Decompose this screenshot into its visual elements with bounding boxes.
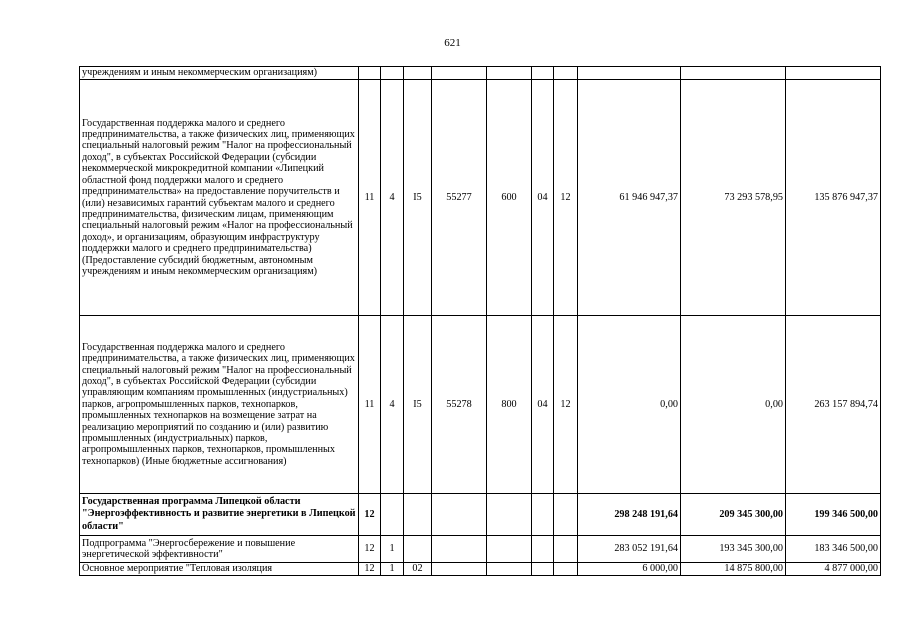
- amount-cell: 73 293 578,95: [681, 80, 786, 316]
- row-description: Подпрограмма "Энергосбережение и повышение энергетической эффективности": [80, 536, 359, 563]
- amount-cell: [578, 67, 681, 80]
- table-row: [80, 67, 881, 80]
- code-cell: [381, 67, 404, 80]
- code-cell: [432, 494, 487, 536]
- code-cell: I5: [404, 316, 432, 494]
- code-cell: [404, 67, 432, 80]
- code-cell: 12: [359, 536, 381, 563]
- code-cell: 11: [359, 316, 381, 494]
- amount-cell: 6 000,00: [578, 563, 681, 576]
- code-cell: [554, 494, 578, 536]
- code-cell: [487, 563, 532, 576]
- amount-cell: 209 345 300,00: [681, 494, 786, 536]
- code-cell: [404, 536, 432, 563]
- table-row: [80, 536, 881, 563]
- amount-cell: 199 346 500,00: [786, 494, 881, 536]
- amount-cell: 0,00: [578, 316, 681, 494]
- code-cell: [381, 494, 404, 536]
- code-cell: 04: [532, 316, 554, 494]
- code-cell: I5: [404, 80, 432, 316]
- code-cell: [359, 67, 381, 80]
- table-row: [80, 316, 881, 494]
- amount-cell: 14 875 800,00: [681, 563, 786, 576]
- code-cell: 4: [381, 316, 404, 494]
- code-cell: [532, 494, 554, 536]
- code-cell: [432, 536, 487, 563]
- code-cell: [554, 563, 578, 576]
- table-row: [80, 494, 881, 536]
- code-cell: 12: [359, 494, 381, 536]
- code-cell: 55277: [432, 80, 487, 316]
- code-cell: 1: [381, 536, 404, 563]
- row-description: учреждениям и иным некоммерческим организациям): [80, 67, 359, 80]
- code-cell: [432, 563, 487, 576]
- code-cell: 02: [404, 563, 432, 576]
- code-cell: [487, 67, 532, 80]
- amount-cell: [681, 67, 786, 80]
- amount-cell: 298 248 191,64: [578, 494, 681, 536]
- row-description: Государственная поддержка малого и среднего предпринимательства, а также физических лиц, применяющих специальный налоговый режим "Налог на профессиональный доход", в субъектах Российской Федерации (субсидии некоммерческой микрокредитной компании «Липецкий областной фонд поддержки малого и среднего предпринимательства» на предоставление поручительств и (или) независимых гарантий субъектам малого и среднего предпринимательства, физическим лицам, применяющим специальный налоговый режим «Налог на профессиональный доход», и организациям, образующим инфраструктуру поддержки малого и среднего предпринимательства) (Предоставление субсидий бюджетным, автономным учреждениям и иным некоммерческим организациям): [80, 80, 359, 316]
- page-number: 621: [444, 37, 461, 49]
- table-row: [80, 563, 881, 576]
- amount-cell: 283 052 191,64: [578, 536, 681, 563]
- code-cell: [532, 67, 554, 80]
- budget-table: [79, 66, 881, 576]
- amount-cell: 263 157 894,74: [786, 316, 881, 494]
- code-cell: 55278: [432, 316, 487, 494]
- code-cell: [554, 536, 578, 563]
- amount-cell: [786, 67, 881, 80]
- code-cell: [404, 494, 432, 536]
- row-description: Государственная поддержка малого и среднего предпринимательства, а также физических лиц, применяющих специальный налоговый режим "Налог на профессиональный доход", в субъектах Российской Федерации (субсидии управляющим компаниям промышленных (индустриальных) парков, агропромышленных парков, технопарков, промышленных технопарков на возмещение затрат на реализацию мероприятий по созданию и (или) развитию промышленных (индустриальных) парков, агропромышленных парков, технопарков, промышленных технопарков) (Иные бюджетные ассигнования): [80, 316, 359, 494]
- code-cell: 12: [359, 563, 381, 576]
- code-cell: [432, 67, 487, 80]
- code-cell: 1: [381, 563, 404, 576]
- amount-cell: 193 345 300,00: [681, 536, 786, 563]
- code-cell: 04: [532, 80, 554, 316]
- code-cell: 12: [554, 316, 578, 494]
- code-cell: 600: [487, 80, 532, 316]
- code-cell: 12: [554, 80, 578, 316]
- code-cell: [487, 536, 532, 563]
- table-row: [80, 80, 881, 316]
- row-description: Основное мероприятие "Тепловая изоляция: [80, 563, 359, 576]
- amount-cell: 183 346 500,00: [786, 536, 881, 563]
- amount-cell: 4 877 000,00: [786, 563, 881, 576]
- code-cell: [487, 494, 532, 536]
- code-cell: [532, 563, 554, 576]
- code-cell: 800: [487, 316, 532, 494]
- code-cell: 4: [381, 80, 404, 316]
- amount-cell: 135 876 947,37: [786, 80, 881, 316]
- code-cell: 11: [359, 80, 381, 316]
- amount-cell: 0,00: [681, 316, 786, 494]
- code-cell: [532, 536, 554, 563]
- row-description: Государственная программа Липецкой области "Энергоэффективность и развитие энергетики в Липецкой области": [80, 494, 359, 536]
- code-cell: [554, 67, 578, 80]
- amount-cell: 61 946 947,37: [578, 80, 681, 316]
